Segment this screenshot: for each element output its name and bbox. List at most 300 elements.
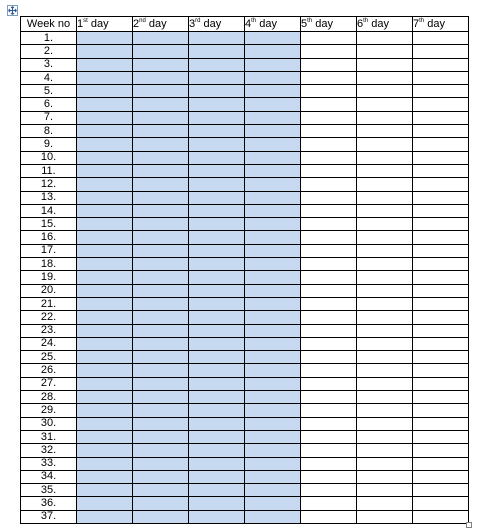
- day-4-cell[interactable]: [245, 98, 301, 111]
- day-2-cell[interactable]: [133, 244, 189, 257]
- day-2-cell[interactable]: [133, 404, 189, 417]
- week-number-cell[interactable]: 2.: [21, 45, 77, 58]
- day-3-cell[interactable]: [189, 484, 245, 497]
- day-6-cell[interactable]: [357, 204, 413, 217]
- day-3-cell[interactable]: [189, 351, 245, 364]
- week-number-cell[interactable]: 35.: [21, 484, 77, 497]
- day-5-cell[interactable]: [301, 125, 357, 138]
- day-7-cell[interactable]: [413, 324, 469, 337]
- day-5-cell[interactable]: [301, 457, 357, 470]
- day-2-cell[interactable]: [133, 417, 189, 430]
- day-4-cell[interactable]: [245, 71, 301, 84]
- day-4-cell[interactable]: [245, 271, 301, 284]
- week-number-cell[interactable]: 24.: [21, 337, 77, 350]
- day-2-cell[interactable]: [133, 430, 189, 443]
- day-1-cell[interactable]: [77, 417, 133, 430]
- week-number-cell[interactable]: 18.: [21, 258, 77, 271]
- day-3-cell[interactable]: [189, 337, 245, 350]
- day-1-cell[interactable]: [77, 58, 133, 71]
- day-1-header[interactable]: [77, 17, 133, 32]
- day-6-cell[interactable]: [357, 271, 413, 284]
- week-number-cell[interactable]: 23.: [21, 324, 77, 337]
- day-3-cell[interactable]: [189, 417, 245, 430]
- day-2-header[interactable]: [133, 17, 189, 32]
- week-number-cell[interactable]: 3.: [21, 58, 77, 71]
- day-5-cell[interactable]: [301, 218, 357, 231]
- day-7-cell[interactable]: [413, 32, 469, 45]
- day-2-cell[interactable]: [133, 204, 189, 217]
- day-2-cell[interactable]: [133, 377, 189, 390]
- week-number-cell[interactable]: 11.: [21, 164, 77, 177]
- day-3-cell[interactable]: [189, 231, 245, 244]
- day-7-cell[interactable]: [413, 58, 469, 71]
- day-7-cell[interactable]: [413, 377, 469, 390]
- day-4-cell[interactable]: [245, 125, 301, 138]
- day-3-cell[interactable]: [189, 271, 245, 284]
- day-2-cell[interactable]: [133, 271, 189, 284]
- day-5-cell[interactable]: [301, 510, 357, 523]
- day-7-cell[interactable]: [413, 404, 469, 417]
- day-5-cell[interactable]: [301, 85, 357, 98]
- day-5-cell[interactable]: [301, 231, 357, 244]
- day-1-cell[interactable]: [77, 178, 133, 191]
- day-3-cell[interactable]: [189, 391, 245, 404]
- week-number-cell[interactable]: 31.: [21, 430, 77, 443]
- day-7-cell[interactable]: [413, 391, 469, 404]
- day-5-cell[interactable]: [301, 324, 357, 337]
- day-4-cell[interactable]: [245, 470, 301, 483]
- day-3-cell[interactable]: [189, 58, 245, 71]
- day-5-cell[interactable]: [301, 178, 357, 191]
- day-6-cell[interactable]: [357, 244, 413, 257]
- day-7-cell[interactable]: [413, 151, 469, 164]
- day-7-cell[interactable]: [413, 271, 469, 284]
- day-7-cell[interactable]: [413, 497, 469, 510]
- week-number-cell[interactable]: 14.: [21, 204, 77, 217]
- day-1-cell[interactable]: [77, 271, 133, 284]
- day-6-cell[interactable]: [357, 484, 413, 497]
- day-4-cell[interactable]: [245, 258, 301, 271]
- day-6-cell[interactable]: [357, 430, 413, 443]
- day-4-cell[interactable]: [245, 45, 301, 58]
- day-1-cell[interactable]: [77, 111, 133, 124]
- day-3-cell[interactable]: [189, 111, 245, 124]
- day-1-cell[interactable]: [77, 151, 133, 164]
- day-3-cell[interactable]: [189, 430, 245, 443]
- week-number-cell[interactable]: 17.: [21, 244, 77, 257]
- day-6-header[interactable]: [357, 17, 413, 32]
- day-4-cell[interactable]: [245, 351, 301, 364]
- week-number-cell[interactable]: 16.: [21, 231, 77, 244]
- day-4-cell[interactable]: [245, 111, 301, 124]
- week-number-cell[interactable]: 4.: [21, 71, 77, 84]
- day-4-cell[interactable]: [245, 178, 301, 191]
- day-1-cell[interactable]: [77, 164, 133, 177]
- day-7-cell[interactable]: [413, 138, 469, 151]
- day-2-cell[interactable]: [133, 284, 189, 297]
- day-2-cell[interactable]: [133, 218, 189, 231]
- day-5-cell[interactable]: [301, 430, 357, 443]
- day-3-cell[interactable]: [189, 85, 245, 98]
- day-4-cell[interactable]: [245, 391, 301, 404]
- day-1-cell[interactable]: [77, 470, 133, 483]
- day-7-cell[interactable]: [413, 178, 469, 191]
- day-5-cell[interactable]: [301, 244, 357, 257]
- day-6-cell[interactable]: [357, 457, 413, 470]
- day-4-cell[interactable]: [245, 337, 301, 350]
- day-2-cell[interactable]: [133, 337, 189, 350]
- day-3-cell[interactable]: [189, 244, 245, 257]
- day-5-cell[interactable]: [301, 484, 357, 497]
- day-5-cell[interactable]: [301, 191, 357, 204]
- day-2-cell[interactable]: [133, 484, 189, 497]
- day-7-cell[interactable]: [413, 470, 469, 483]
- day-3-header[interactable]: [189, 17, 245, 32]
- day-5-cell[interactable]: [301, 444, 357, 457]
- week-number-cell[interactable]: 6.: [21, 98, 77, 111]
- week-number-cell[interactable]: 10.: [21, 151, 77, 164]
- day-5-cell[interactable]: [301, 98, 357, 111]
- day-2-cell[interactable]: [133, 45, 189, 58]
- day-6-cell[interactable]: [357, 45, 413, 58]
- day-1-cell[interactable]: [77, 444, 133, 457]
- day-4-cell[interactable]: [245, 484, 301, 497]
- day-6-cell[interactable]: [357, 297, 413, 310]
- day-3-cell[interactable]: [189, 204, 245, 217]
- day-6-cell[interactable]: [357, 510, 413, 523]
- day-7-cell[interactable]: [413, 510, 469, 523]
- day-2-cell[interactable]: [133, 231, 189, 244]
- day-6-cell[interactable]: [357, 178, 413, 191]
- day-5-cell[interactable]: [301, 58, 357, 71]
- day-5-cell[interactable]: [301, 45, 357, 58]
- day-5-cell[interactable]: [301, 204, 357, 217]
- day-1-cell[interactable]: [77, 125, 133, 138]
- week-number-cell[interactable]: 28.: [21, 391, 77, 404]
- day-2-cell[interactable]: [133, 351, 189, 364]
- day-6-cell[interactable]: [357, 311, 413, 324]
- day-5-cell[interactable]: [301, 151, 357, 164]
- day-6-cell[interactable]: [357, 125, 413, 138]
- week-number-cell[interactable]: 13.: [21, 191, 77, 204]
- day-6-cell[interactable]: [357, 470, 413, 483]
- day-5-cell[interactable]: [301, 32, 357, 45]
- day-5-cell[interactable]: [301, 284, 357, 297]
- day-6-cell[interactable]: [357, 191, 413, 204]
- week-number-cell[interactable]: 37.: [21, 510, 77, 523]
- day-2-cell[interactable]: [133, 457, 189, 470]
- day-5-cell[interactable]: [301, 497, 357, 510]
- day-7-cell[interactable]: [413, 111, 469, 124]
- day-4-cell[interactable]: [245, 231, 301, 244]
- day-2-cell[interactable]: [133, 497, 189, 510]
- day-1-cell[interactable]: [77, 297, 133, 310]
- day-2-cell[interactable]: [133, 138, 189, 151]
- day-4-cell[interactable]: [245, 138, 301, 151]
- day-2-cell[interactable]: [133, 391, 189, 404]
- day-7-cell[interactable]: [413, 244, 469, 257]
- week-number-cell[interactable]: 19.: [21, 271, 77, 284]
- day-2-cell[interactable]: [133, 111, 189, 124]
- day-5-cell[interactable]: [301, 470, 357, 483]
- day-6-cell[interactable]: [357, 377, 413, 390]
- day-4-cell[interactable]: [245, 311, 301, 324]
- day-7-cell[interactable]: [413, 457, 469, 470]
- day-1-cell[interactable]: [77, 231, 133, 244]
- day-6-cell[interactable]: [357, 364, 413, 377]
- day-6-cell[interactable]: [357, 71, 413, 84]
- day-2-cell[interactable]: [133, 58, 189, 71]
- day-3-cell[interactable]: [189, 125, 245, 138]
- day-7-cell[interactable]: [413, 444, 469, 457]
- day-4-cell[interactable]: [245, 32, 301, 45]
- day-2-cell[interactable]: [133, 151, 189, 164]
- week-number-cell[interactable]: 29.: [21, 404, 77, 417]
- day-2-cell[interactable]: [133, 178, 189, 191]
- day-3-cell[interactable]: [189, 191, 245, 204]
- day-4-cell[interactable]: [245, 364, 301, 377]
- day-6-cell[interactable]: [357, 98, 413, 111]
- week-number-cell[interactable]: 8.: [21, 125, 77, 138]
- day-5-cell[interactable]: [301, 337, 357, 350]
- day-6-cell[interactable]: [357, 85, 413, 98]
- day-2-cell[interactable]: [133, 324, 189, 337]
- day-1-cell[interactable]: [77, 364, 133, 377]
- day-7-cell[interactable]: [413, 484, 469, 497]
- day-1-cell[interactable]: [77, 404, 133, 417]
- week-no-header[interactable]: Week no: [21, 17, 77, 32]
- day-7-cell[interactable]: [413, 351, 469, 364]
- week-number-cell[interactable]: 12.: [21, 178, 77, 191]
- day-4-cell[interactable]: [245, 444, 301, 457]
- day-5-cell[interactable]: [301, 138, 357, 151]
- day-2-cell[interactable]: [133, 444, 189, 457]
- day-7-cell[interactable]: [413, 191, 469, 204]
- day-4-cell[interactable]: [245, 218, 301, 231]
- day-4-cell[interactable]: [245, 297, 301, 310]
- day-3-cell[interactable]: [189, 510, 245, 523]
- day-3-cell[interactable]: [189, 151, 245, 164]
- day-3-cell[interactable]: [189, 470, 245, 483]
- day-4-cell[interactable]: [245, 85, 301, 98]
- day-3-cell[interactable]: [189, 98, 245, 111]
- day-7-cell[interactable]: [413, 98, 469, 111]
- day-6-cell[interactable]: [357, 138, 413, 151]
- day-4-cell[interactable]: [245, 164, 301, 177]
- table-move-handle-icon[interactable]: [7, 5, 18, 16]
- day-1-cell[interactable]: [77, 430, 133, 443]
- day-6-cell[interactable]: [357, 404, 413, 417]
- day-5-cell[interactable]: [301, 351, 357, 364]
- week-number-cell[interactable]: 34.: [21, 470, 77, 483]
- day-3-cell[interactable]: [189, 404, 245, 417]
- day-3-cell[interactable]: [189, 284, 245, 297]
- day-5-cell[interactable]: [301, 417, 357, 430]
- day-2-cell[interactable]: [133, 98, 189, 111]
- day-5-cell[interactable]: [301, 377, 357, 390]
- day-5-cell[interactable]: [301, 297, 357, 310]
- day-1-cell[interactable]: [77, 497, 133, 510]
- day-6-cell[interactable]: [357, 32, 413, 45]
- day-7-cell[interactable]: [413, 430, 469, 443]
- day-3-cell[interactable]: [189, 377, 245, 390]
- day-4-cell[interactable]: [245, 58, 301, 71]
- day-1-cell[interactable]: [77, 284, 133, 297]
- day-6-cell[interactable]: [357, 351, 413, 364]
- day-6-cell[interactable]: [357, 497, 413, 510]
- day-4-cell[interactable]: [245, 284, 301, 297]
- day-6-cell[interactable]: [357, 417, 413, 430]
- day-3-cell[interactable]: [189, 297, 245, 310]
- day-6-cell[interactable]: [357, 218, 413, 231]
- day-3-cell[interactable]: [189, 324, 245, 337]
- day-1-cell[interactable]: [77, 32, 133, 45]
- day-1-cell[interactable]: [77, 457, 133, 470]
- week-number-cell[interactable]: 32.: [21, 444, 77, 457]
- day-7-cell[interactable]: [413, 218, 469, 231]
- day-7-cell[interactable]: [413, 417, 469, 430]
- day-2-cell[interactable]: [133, 297, 189, 310]
- day-3-cell[interactable]: [189, 457, 245, 470]
- day-2-cell[interactable]: [133, 258, 189, 271]
- day-6-cell[interactable]: [357, 391, 413, 404]
- day-4-cell[interactable]: [245, 324, 301, 337]
- day-4-cell[interactable]: [245, 244, 301, 257]
- day-6-cell[interactable]: [357, 258, 413, 271]
- day-7-cell[interactable]: [413, 284, 469, 297]
- day-1-cell[interactable]: [77, 337, 133, 350]
- day-6-cell[interactable]: [357, 284, 413, 297]
- day-4-cell[interactable]: [245, 404, 301, 417]
- day-2-cell[interactable]: [133, 32, 189, 45]
- day-1-cell[interactable]: [77, 98, 133, 111]
- day-6-cell[interactable]: [357, 111, 413, 124]
- day-6-cell[interactable]: [357, 164, 413, 177]
- day-7-cell[interactable]: [413, 311, 469, 324]
- day-1-cell[interactable]: [77, 484, 133, 497]
- week-number-cell[interactable]: 5.: [21, 85, 77, 98]
- day-3-cell[interactable]: [189, 258, 245, 271]
- day-4-cell[interactable]: [245, 191, 301, 204]
- day-4-cell[interactable]: [245, 457, 301, 470]
- day-3-cell[interactable]: [189, 178, 245, 191]
- day-2-cell[interactable]: [133, 164, 189, 177]
- day-5-cell[interactable]: [301, 271, 357, 284]
- day-7-cell[interactable]: [413, 297, 469, 310]
- week-number-cell[interactable]: 33.: [21, 457, 77, 470]
- day-5-cell[interactable]: [301, 391, 357, 404]
- day-1-cell[interactable]: [77, 311, 133, 324]
- day-6-cell[interactable]: [357, 58, 413, 71]
- day-4-cell[interactable]: [245, 204, 301, 217]
- day-1-cell[interactable]: [77, 85, 133, 98]
- week-number-cell[interactable]: 27.: [21, 377, 77, 390]
- day-4-header[interactable]: [245, 17, 301, 32]
- day-6-cell[interactable]: [357, 324, 413, 337]
- week-number-cell[interactable]: 20.: [21, 284, 77, 297]
- day-2-cell[interactable]: [133, 85, 189, 98]
- day-3-cell[interactable]: [189, 364, 245, 377]
- week-number-cell[interactable]: 15.: [21, 218, 77, 231]
- day-7-cell[interactable]: [413, 125, 469, 138]
- week-number-cell[interactable]: 22.: [21, 311, 77, 324]
- day-4-cell[interactable]: [245, 497, 301, 510]
- day-1-cell[interactable]: [77, 218, 133, 231]
- day-4-cell[interactable]: [245, 417, 301, 430]
- day-5-header[interactable]: [301, 17, 357, 32]
- day-2-cell[interactable]: [133, 191, 189, 204]
- week-number-cell[interactable]: 36.: [21, 497, 77, 510]
- day-2-cell[interactable]: [133, 311, 189, 324]
- day-7-cell[interactable]: [413, 231, 469, 244]
- day-3-cell[interactable]: [189, 32, 245, 45]
- day-7-cell[interactable]: [413, 45, 469, 58]
- day-6-cell[interactable]: [357, 231, 413, 244]
- day-4-cell[interactable]: [245, 377, 301, 390]
- week-number-cell[interactable]: 21.: [21, 297, 77, 310]
- week-number-cell[interactable]: 26.: [21, 364, 77, 377]
- week-number-cell[interactable]: 9.: [21, 138, 77, 151]
- day-1-cell[interactable]: [77, 324, 133, 337]
- day-7-cell[interactable]: [413, 85, 469, 98]
- day-3-cell[interactable]: [189, 71, 245, 84]
- day-3-cell[interactable]: [189, 444, 245, 457]
- week-number-cell[interactable]: 1.: [21, 32, 77, 45]
- week-number-cell[interactable]: 7.: [21, 111, 77, 124]
- day-1-cell[interactable]: [77, 45, 133, 58]
- day-1-cell[interactable]: [77, 191, 133, 204]
- day-1-cell[interactable]: [77, 244, 133, 257]
- day-2-cell[interactable]: [133, 470, 189, 483]
- day-1-cell[interactable]: [77, 71, 133, 84]
- day-6-cell[interactable]: [357, 444, 413, 457]
- day-2-cell[interactable]: [133, 125, 189, 138]
- day-4-cell[interactable]: [245, 151, 301, 164]
- day-7-cell[interactable]: [413, 258, 469, 271]
- day-1-cell[interactable]: [77, 377, 133, 390]
- day-1-cell[interactable]: [77, 391, 133, 404]
- table-resize-handle-icon[interactable]: [466, 522, 472, 528]
- day-5-cell[interactable]: [301, 404, 357, 417]
- day-5-cell[interactable]: [301, 71, 357, 84]
- day-7-cell[interactable]: [413, 364, 469, 377]
- day-3-cell[interactable]: [189, 164, 245, 177]
- day-7-cell[interactable]: [413, 204, 469, 217]
- week-number-cell[interactable]: 25.: [21, 351, 77, 364]
- day-5-cell[interactable]: [301, 164, 357, 177]
- day-5-cell[interactable]: [301, 258, 357, 271]
- day-5-cell[interactable]: [301, 311, 357, 324]
- day-7-cell[interactable]: [413, 71, 469, 84]
- day-5-cell[interactable]: [301, 111, 357, 124]
- day-1-cell[interactable]: [77, 258, 133, 271]
- day-3-cell[interactable]: [189, 45, 245, 58]
- day-2-cell[interactable]: [133, 364, 189, 377]
- day-2-cell[interactable]: [133, 510, 189, 523]
- day-6-cell[interactable]: [357, 337, 413, 350]
- day-4-cell[interactable]: [245, 510, 301, 523]
- day-5-cell[interactable]: [301, 364, 357, 377]
- day-1-cell[interactable]: [77, 138, 133, 151]
- day-3-cell[interactable]: [189, 311, 245, 324]
- day-3-cell[interactable]: [189, 497, 245, 510]
- day-6-cell[interactable]: [357, 151, 413, 164]
- day-7-header[interactable]: [413, 17, 469, 32]
- day-1-cell[interactable]: [77, 204, 133, 217]
- day-1-cell[interactable]: [77, 510, 133, 523]
- day-2-cell[interactable]: [133, 71, 189, 84]
- day-7-cell[interactable]: [413, 337, 469, 350]
